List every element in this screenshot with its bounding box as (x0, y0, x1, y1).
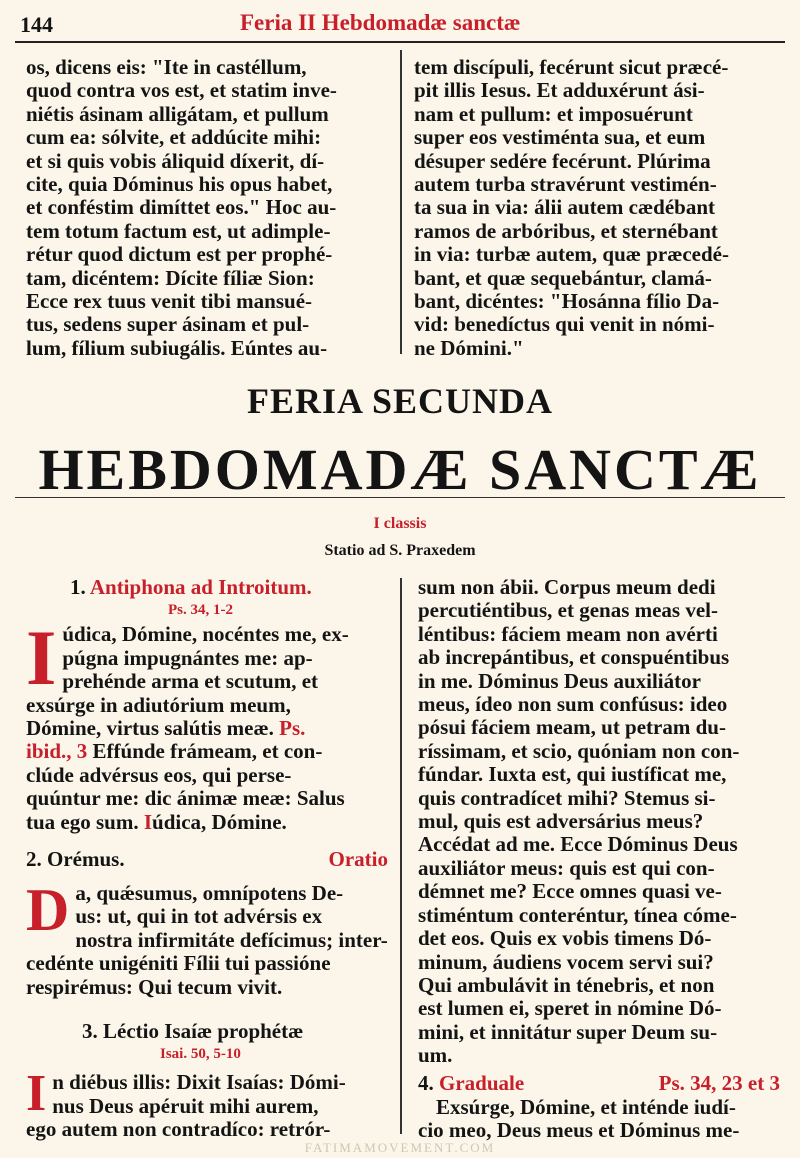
text-line: tem totum factum est, ut adimple- (26, 218, 331, 243)
text-line: sum non ábii. Corpus meum dedi (418, 575, 716, 599)
text-line: Qui ambulávit in ténebris, et non (418, 972, 715, 997)
lectio-continuation (418, 576, 784, 1068)
text-line: minum, áudiens vocem servi sui? (418, 949, 714, 974)
text-line: meus, ídeo non sum confúsus: ideo (418, 692, 728, 717)
text-line: désuper sedére fecérunt. Plúrima (414, 148, 711, 173)
text-line: cedénte unigéniti Fílii tui passióne (26, 951, 331, 976)
text-line: léntibus: fáciem meam non avérti (418, 621, 718, 646)
text-line: nus Deus apéruit mihi aurem, (52, 1093, 319, 1118)
text-line: lum, fílium subiugális. Eúntes au- (26, 335, 328, 360)
text-line: tus, sedens super ásinam et pul- (26, 312, 310, 337)
title-rule (15, 497, 785, 498)
text-line: tem discípuli, fecérunt sicut præcé- (414, 55, 729, 79)
text-line: stiméntum conteréntur, tínea cóme- (418, 902, 737, 927)
text-run: Effúnde frámeam, et con- (92, 739, 323, 764)
repeat-cap: I (143, 809, 153, 834)
text-line: tam, dicéntem: Dícite fíliæ Sion: (26, 265, 315, 290)
text-line: nam et pullum: et imposuérunt (414, 101, 693, 126)
column-rule-top (400, 50, 402, 354)
lectio-section (26, 1020, 392, 1142)
oratio-heading (26, 848, 392, 876)
lectio-reference: Isai. 50, 5-10 (160, 1046, 241, 1063)
text-line: exsúrge in adiutórium meum, (26, 692, 291, 717)
text-line: pit illis Iesus. Et adduxérunt ási- (414, 78, 705, 103)
text-line: fúndar. Iuxta est, qui iustíficat me, (418, 762, 727, 787)
text-line: mul, quis est adversárius meus? (418, 809, 704, 834)
text-line: us: ut, qui in tot advérsis ex (75, 904, 323, 929)
running-title: Feria II Hebdomadæ sanctæ (240, 10, 521, 35)
section-number: 3. (82, 1019, 98, 1043)
feast-title-line2: HEBDOMADÆ SANCTÆ (38, 437, 762, 502)
top-right-column (414, 56, 786, 360)
text-line: cite, quia Dóminus his opus habet, (26, 172, 333, 197)
introit-title: Antiphona ad Introitum. (89, 575, 312, 599)
text-line: niétis ásinam alligátam, et pullum (26, 101, 329, 126)
text-line: mini, et innitátur super Deum su- (418, 1019, 718, 1044)
lectio-title: Léctio Isaíæ prophétæ (103, 1019, 304, 1043)
introit-reference: Ps. 34, 1-2 (168, 602, 233, 619)
section-number: 2. (26, 847, 42, 871)
introit-section (26, 576, 392, 834)
text-line: et conféstim dimíttet eos." Hoc au- (26, 195, 337, 220)
drop-cap: I (26, 614, 57, 702)
text-line: vid: benedíctus qui venit in nómi- (414, 312, 715, 337)
page-header (0, 0, 800, 40)
drop-cap: D (26, 877, 70, 943)
text-line: Ecce rex tuus venit tibi mansué- (26, 289, 313, 314)
oratio-text (26, 877, 392, 999)
text-line: autem turba stravérunt vestimén- (414, 172, 717, 197)
text-line: bant, dicéntes: "Hosánna fílio Da- (414, 289, 720, 314)
page-number: 144 (20, 12, 53, 37)
text-line: púgna impugnántes me: ap- (62, 645, 313, 670)
text-line: a, quǽsumus, omnípotens De- (75, 881, 344, 905)
class-label: I classis (373, 515, 427, 532)
text-line: bant, et quæ sequebántur, clamá- (414, 265, 712, 290)
oremus-label: Orémus. (47, 847, 125, 871)
text-line: ta sua in via: álii autem cædébant (414, 195, 716, 220)
text-line: Exsúrge, Dómine, et inténde iudí- (436, 1095, 736, 1119)
graduale-section (418, 1072, 784, 1143)
section-number: 1. (70, 575, 86, 599)
introit-heading (26, 576, 392, 599)
station-label: Statio ad S. Praxedem (324, 542, 476, 559)
text-line: cio meo, Deus meus et Dóminus me- (418, 1118, 740, 1143)
text-run: Dómine, virtus salútis meæ. (26, 716, 274, 741)
text-line: det eos. Quis ex vobis timens Dó- (418, 926, 712, 951)
graduale-reference: Ps. 34, 23 et 3 (658, 1071, 780, 1095)
text-line: ramos de arbóribus, et sternébant (414, 218, 718, 243)
text-line: prehénde arma et scutum, et (62, 669, 319, 694)
psalm-ref: Ps. (279, 716, 306, 741)
text-line: quod contra vos est, et statim inve- (26, 78, 337, 103)
text-line: nostra infirmitáte defícimus; inter- (75, 927, 388, 952)
watermark: FATIMAMOVEMENT.COM (304, 1140, 496, 1155)
text-line (26, 717, 392, 740)
header-rule (15, 41, 785, 43)
column-rule-bottom (400, 578, 402, 1134)
text-line: ego autem non contradíco: retrór- (26, 1117, 331, 1142)
text-line: ne Dómini." (414, 335, 524, 360)
text-line: percutiéntibus, et genas meas vel- (418, 598, 718, 623)
text-line: cum ea: sólvite, et addúcite mihi: (26, 125, 322, 150)
text-run: údica, Dómine. (152, 809, 287, 834)
text-run: tua ego sum. (26, 809, 139, 834)
text-line: Accédat ad me. Ecce Dóminus Deus (418, 832, 738, 857)
text-line: quis contradícet mihi? Stemus si- (418, 785, 716, 810)
text-line: os, dicens eis: "Ite in castéllum, (26, 55, 307, 79)
text-line: ríssimam, et scio, quóniam non con- (418, 738, 740, 763)
text-line: pósui fáciem meam, ut petram du- (418, 715, 726, 740)
lectio-heading (26, 1020, 392, 1043)
text-line: clúde advérsus eos, qui perse- (26, 762, 292, 787)
graduale-label: Graduale (439, 1071, 525, 1095)
text-line: údica, Dómine, nocéntes me, ex- (62, 622, 349, 647)
text-line: est lumen ei, speret in nómine Dó- (418, 996, 722, 1021)
text-line (26, 811, 392, 834)
text-line: in me. Dóminus Deus auxiliátor (418, 668, 701, 693)
graduale-heading (418, 1072, 784, 1096)
oratio-section (26, 848, 392, 999)
text-line: respirémus: Qui tecum vivit. (26, 974, 283, 999)
text-line: et si quis vobis áliquid díxerit, dí- (26, 148, 325, 173)
section-number: 4. (418, 1071, 434, 1095)
top-left-column (26, 56, 392, 360)
text-line: démnet me? Ecce omnes quasi ve- (418, 879, 722, 904)
introit-text (26, 614, 392, 834)
text-line: um. (418, 1043, 453, 1068)
text-line: rétur quod dictum est per prophé- (26, 242, 333, 267)
drop-cap: I (26, 1065, 47, 1123)
psalm-ref-cont: ibid., 3 (26, 739, 88, 764)
text-line: ab increpántibus, et conspuéntibus (418, 645, 730, 670)
text-line: super eos vestiménta sua, et eum (414, 125, 706, 150)
text-line: n diébus illis: Dixit Isaías: Dómi- (52, 1070, 346, 1095)
text-line: auxiliátor meus: quis est qui con- (418, 855, 715, 880)
text-line (26, 740, 392, 763)
feast-title-line1: FERIA SECUNDA (246, 381, 554, 421)
text-line: quúntur me: dic ánimæ meæ: Salus (26, 786, 345, 811)
oratio-label: Oratio (328, 847, 388, 871)
lectio-text (26, 1065, 392, 1142)
text-line: in via: turbæ autem, quæ præcedé- (414, 242, 729, 267)
